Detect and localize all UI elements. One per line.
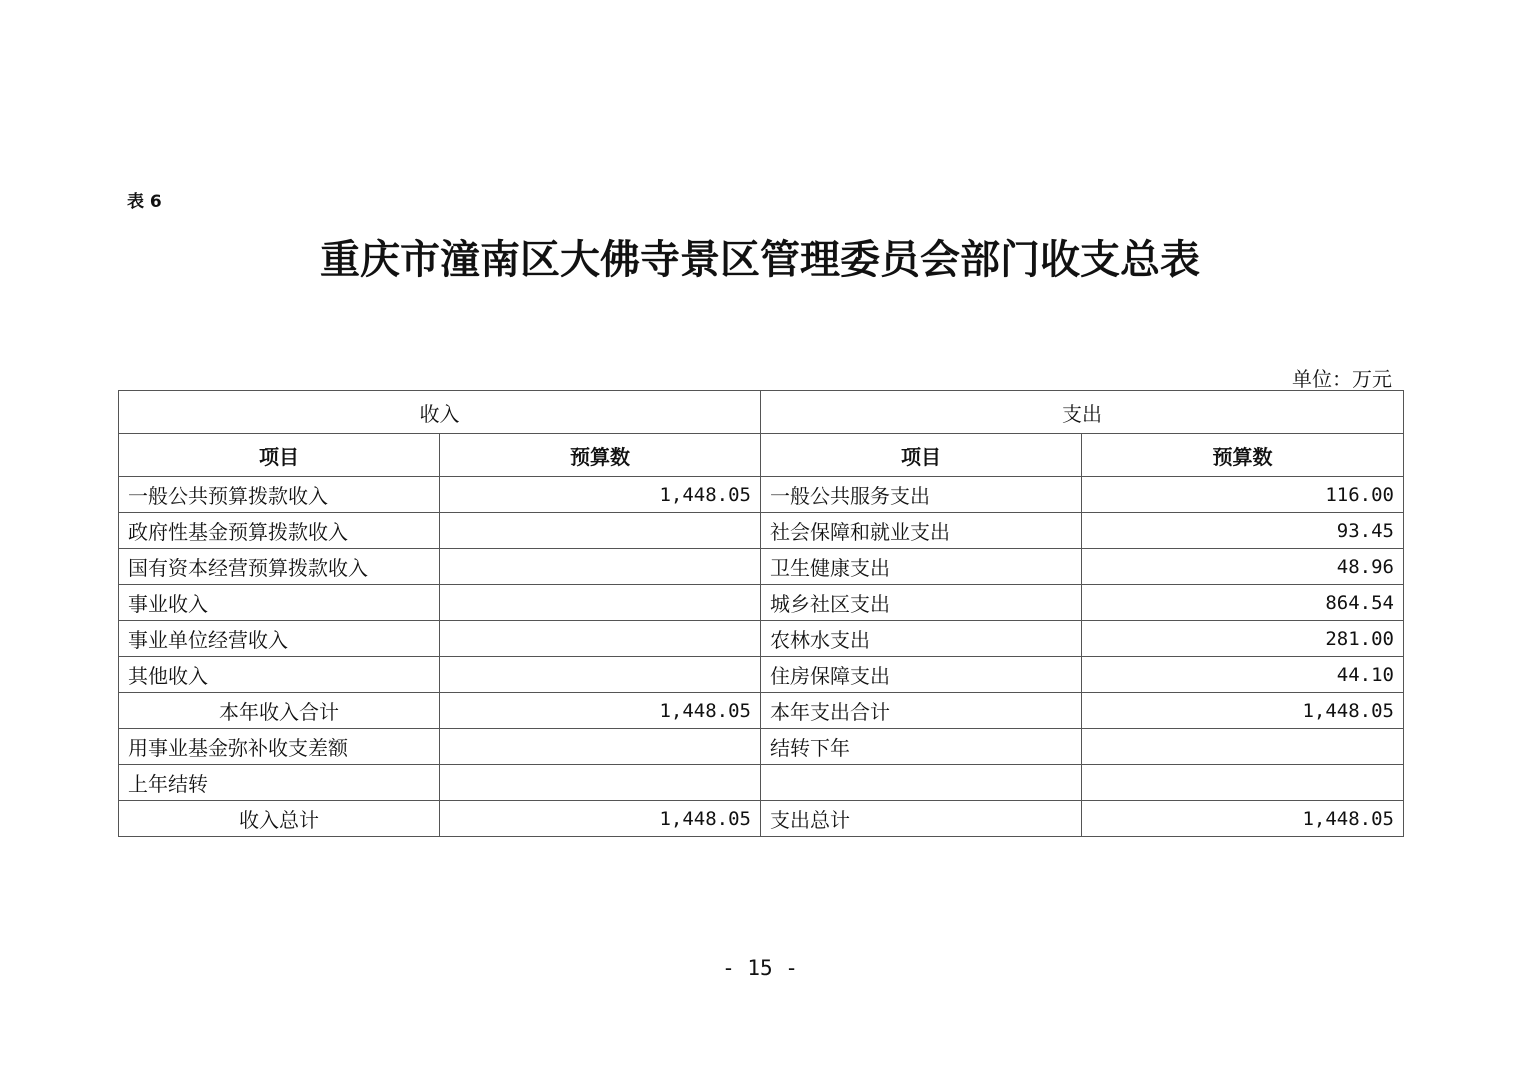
- page-number: - 15 -: [722, 956, 798, 980]
- table-row: [119, 585, 1404, 621]
- expense-value-cell: 116.00: [1082, 477, 1404, 513]
- expense-section-header: 支出: [761, 391, 1404, 434]
- income-total-value: 1,448.05: [440, 801, 761, 837]
- expense-subtotal-value: 1,448.05: [1082, 693, 1404, 729]
- income-section-header: 收入: [119, 391, 761, 434]
- expense-value-cell: 44.10: [1082, 657, 1404, 693]
- expense-value-cell: [1082, 729, 1404, 765]
- subtotal-row: [119, 693, 1404, 729]
- income-value-cell: [440, 765, 761, 801]
- expense-budget-header: 预算数: [1082, 434, 1404, 477]
- total-row: [119, 801, 1404, 837]
- income-item-cell: 用事业基金弥补收支差额: [119, 729, 440, 765]
- table-row: [119, 621, 1404, 657]
- income-subtotal-value: 1,448.05: [440, 693, 761, 729]
- table-row: [119, 657, 1404, 693]
- income-item-cell: 上年结转: [119, 765, 440, 801]
- expense-item-cell: [761, 765, 1082, 801]
- income-total-label: 收入总计: [119, 801, 440, 837]
- budget-summary-table: [118, 390, 1404, 837]
- income-value-cell: [440, 549, 761, 585]
- unit-label: 单位：万元: [1292, 367, 1392, 391]
- table-row: [119, 765, 1404, 801]
- income-item-cell: 事业单位经营收入: [119, 621, 440, 657]
- column-header-row: [119, 434, 1404, 477]
- expense-item-cell: 城乡社区支出: [761, 585, 1082, 621]
- expense-item-cell: 结转下年: [761, 729, 1082, 765]
- income-item-cell: 国有资本经营预算拨款收入: [119, 549, 440, 585]
- table-row: [119, 513, 1404, 549]
- expense-value-cell: 48.96: [1082, 549, 1404, 585]
- income-item-header: 项目: [119, 434, 440, 477]
- income-value-cell: 1,448.05: [440, 477, 761, 513]
- expense-value-cell: 281.00: [1082, 621, 1404, 657]
- income-value-cell: [440, 621, 761, 657]
- table-row: [119, 549, 1404, 585]
- income-item-cell: 其他收入: [119, 657, 440, 693]
- income-item-cell: 事业收入: [119, 585, 440, 621]
- table-number-label: 表 6: [127, 192, 162, 212]
- income-budget-header: 预算数: [440, 434, 761, 477]
- income-item-cell: 一般公共预算拨款收入: [119, 477, 440, 513]
- table-row: [119, 477, 1404, 513]
- income-item-cell: 政府性基金预算拨款收入: [119, 513, 440, 549]
- expense-value-cell: 864.54: [1082, 585, 1404, 621]
- expense-value-cell: [1082, 765, 1404, 801]
- expense-item-cell: 一般公共服务支出: [761, 477, 1082, 513]
- expense-item-cell: 社会保障和就业支出: [761, 513, 1082, 549]
- expense-item-header: 项目: [761, 434, 1082, 477]
- income-subtotal-label: 本年收入合计: [119, 693, 440, 729]
- expense-value-cell: 93.45: [1082, 513, 1404, 549]
- income-value-cell: [440, 585, 761, 621]
- income-value-cell: [440, 513, 761, 549]
- expense-subtotal-label: 本年支出合计: [761, 693, 1082, 729]
- expense-total-value: 1,448.05: [1082, 801, 1404, 837]
- table-row: [119, 729, 1404, 765]
- section-header-row: [119, 391, 1404, 434]
- expense-total-label: 支出总计: [761, 801, 1082, 837]
- expense-item-cell: 住房保障支出: [761, 657, 1082, 693]
- document-title: 重庆市潼南区大佛寺景区管理委员会部门收支总表: [320, 237, 1200, 283]
- income-value-cell: [440, 729, 761, 765]
- income-value-cell: [440, 657, 761, 693]
- expense-item-cell: 卫生健康支出: [761, 549, 1082, 585]
- expense-item-cell: 农林水支出: [761, 621, 1082, 657]
